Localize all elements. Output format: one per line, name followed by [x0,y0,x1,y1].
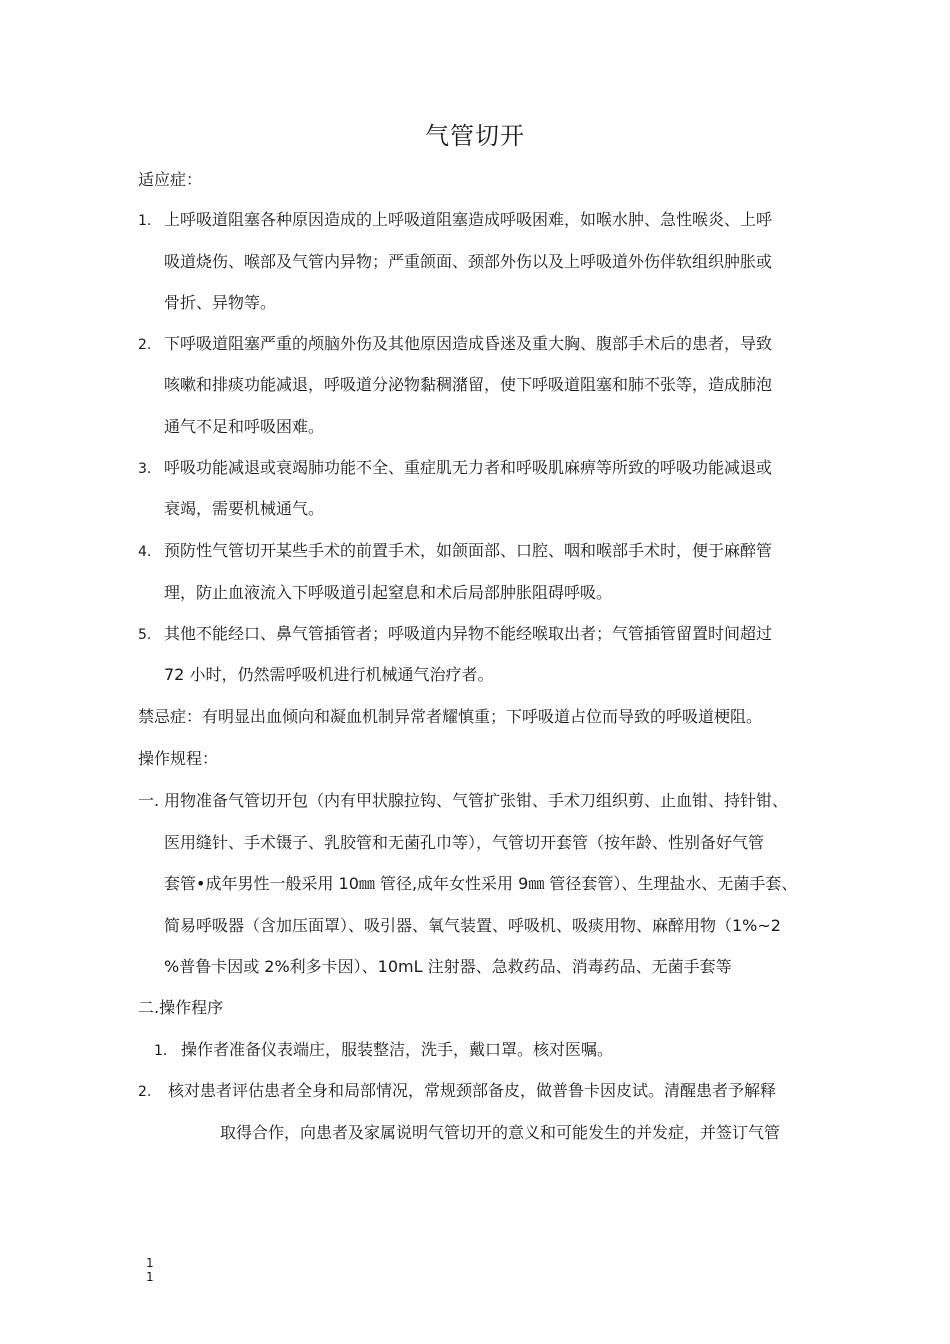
indication-number: 2. [138,337,152,353]
page-number: 1 [146,1256,154,1270]
indication-line: 预防性气管切开某些手术的前置手术，如颌面部、口腔、咽和喉部手术时，便于麻醉管 [164,541,773,560]
indication-number: 1. [138,213,152,229]
indications-heading: 适应症： [138,170,203,189]
indication-line: 咳嗽和排痰功能减退，呼吸道分泌物黏稠潴留，使下呼吸道阻塞和肺不张等，造成肺泡 [164,375,773,394]
procedure-heading: 操作规程： [138,749,219,768]
indication-number: 4. [138,544,152,560]
section-line: 套管•成年男性一般采用 10㎜ 管径,成年女性采用 9㎜ 管径套管）、生理盐水、无菌手套、 [164,874,798,893]
indication-line: 衰竭，需要机械通气。 [164,499,325,518]
indication-line: 吸道烧伤、喉部及气管内异物；严重颌面、颈部外伤以及上呼吸道外伤伴软组织肿胀或 [164,252,773,271]
indication-line: 通气不足和呼吸困难。 [164,417,325,436]
indication-line: 理，防止血液流入下呼吸道引起窒息和术后局部肿胀阻碍呼吸。 [164,583,613,602]
indication-number: 5. [138,627,152,643]
page-title: 气管切开 [425,122,525,150]
indication-line: 呼吸功能减退或衰竭肺功能不全、重症肌无力者和呼吸肌麻痹等所致的呼吸功能减退或 [164,458,773,477]
section-number: 一. [138,791,160,810]
section-line: %普鲁卡因或 2%利多卡因）、10mL 注射器、急救药品、消毒药品、无菌手套等 [164,957,732,976]
section-line: 用物准备气管切开包（内有甲状腺拉钩、气管扩张钳、手术刀组织剪、止血钳、持针钳、 [164,791,789,810]
indication-line: 上呼吸道阻塞各种原因造成的上呼吸道阻塞造成呼吸困难，如喉水肿、急性喉炎、上呼 [164,210,773,229]
section-heading: 二.操作程序 [138,998,224,1017]
section-line: 简易呼吸器（含加压面罩）、吸引器、氧气装置、呼吸机、吸痰用物、麻醉用物（1%~2 [164,916,781,935]
page-number: 1 [146,1270,154,1284]
indication-line: 下呼吸道阻塞严重的颅脑外伤及其他原因造成昏迷及重大胸、腹部手术后的患者，导致 [164,334,773,353]
contraindications-text: 禁忌症：有明显出血倾向和凝血机制异常者耀慎重；下呼吸道占位而导致的呼吸道梗阻。 [138,707,763,726]
indication-line: 其他不能经口、鼻气管插管者；呼吸道内异物不能经喉取出者；气管插管留置时间超过 [164,624,773,643]
step-number: 1. [154,1043,168,1059]
step-line: 操作者准备仪表端庄，服装整洁，洗手，戴口罩。核对医嘱。 [181,1040,614,1059]
step-line: 取得合作，向患者及家属说明气管切开的意义和可能发生的并发症，并签订气管 [220,1123,781,1142]
section-line: 医用缝针、手术镊子、乳胶管和无菌孔巾等），气管切开套管（按年龄、性别备好气管 [164,833,765,852]
indication-number: 3. [138,461,152,477]
step-number: 2. [138,1084,152,1100]
indication-line: 骨折、异物等。 [164,293,277,312]
indication-line: 72 小时，仍然需呼吸机进行机械通气治疗者。 [164,665,494,684]
step-line: 核对患者评估患者全身和局部情况，常规颈部备皮，做普鲁卡因皮试。清醒患者予解释 [168,1081,777,1100]
